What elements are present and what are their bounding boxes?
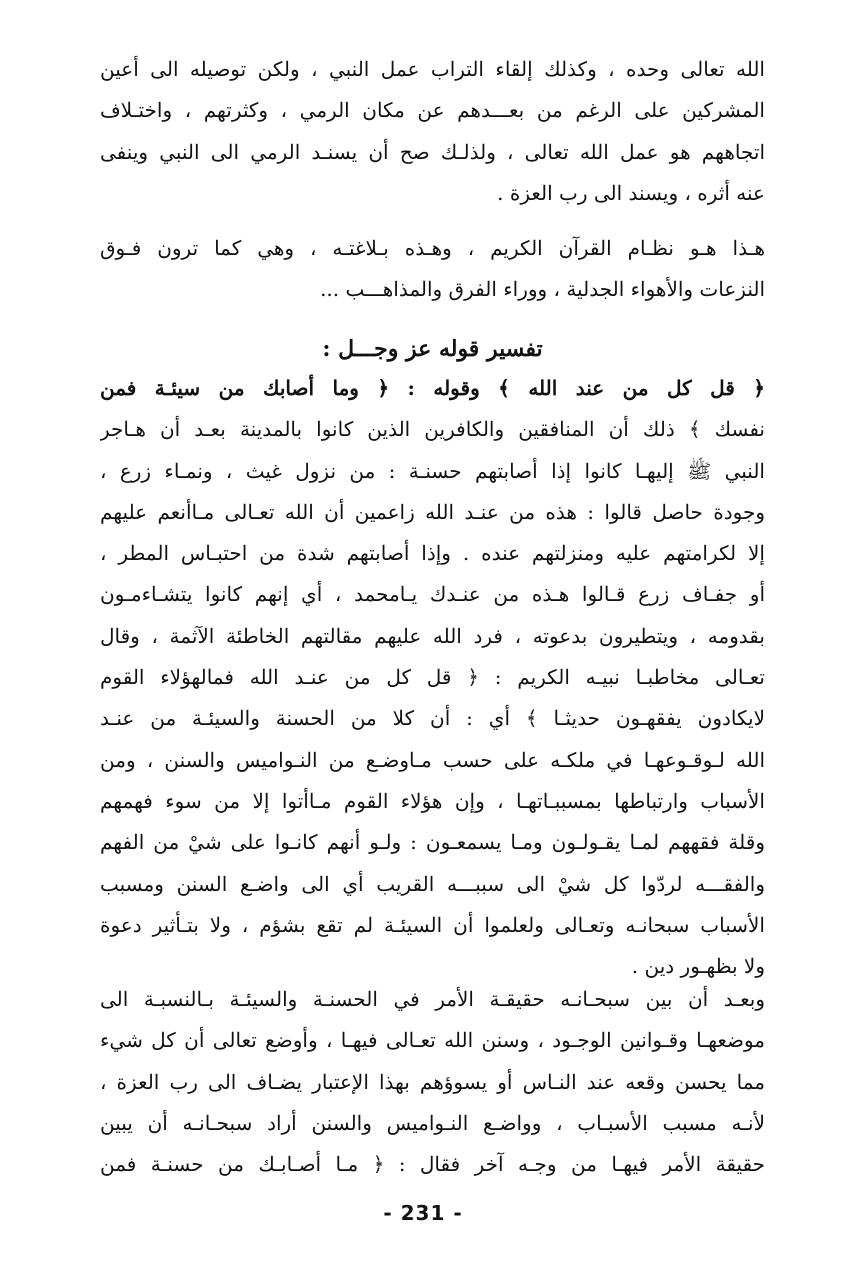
page-number: - 231 - — [383, 1201, 463, 1225]
text-line: مما يحسن وقعه عند النـاس أو يسوؤهم بهذا الإعتبار يضـاف الى رب العزة ، — [100, 1069, 765, 1094]
paragraph-1 — [100, 49, 765, 214]
text-line: هـذا هـو نظـام القرآن الكريم ، وهـذه بـلاغتـه ، وهي كما ترون فـوق — [100, 236, 765, 260]
text-line: وقلة فقههم لمـا يقـولـون ومـا يسمعـون : ولـو أنهم كانـوا على شيْ من الفهم — [100, 830, 765, 855]
paragraph-2 — [100, 228, 765, 311]
heading-title: تفسير قوله عز وجـــل : — [322, 336, 543, 362]
text-line: ﴿ قل كل من عند الله ﴾ وقوله : ﴿ وما أصابك من سيئـة فمن — [100, 376, 765, 400]
text-line: حقيقة الأمر فيهـا من وجـه آخر فقال : ﴿ مـا أصـابـك من حسنـة فمن — [100, 1152, 765, 1177]
text-line: ولا بظهـور دين . — [631, 954, 765, 979]
paragraph-3 — [100, 368, 765, 987]
text-line: إلا لكرامتهم عليه ومنزلتهم عنده . وإذا أصابتهم شدة من احتبـاس المطر ، — [100, 541, 765, 566]
text-line: والفقـــه لردّوا كل شيْ الى سببـــه القريب أي الى واضـع السنن ومسبب — [100, 871, 765, 896]
text-line: الله تعالى وحده ، وكذلك إلقاء التراب عمل النبي ، ولكن توصيله الى أعين — [100, 57, 765, 81]
text-line: موضعهـا وقـوانين الوجـود ، وسنن الله تعـالى فيهـا ، وأوضع تعالى أن كل شيء — [100, 1028, 765, 1053]
text-line: لأنـه مسبب الأسبـاب ، وواضـع النـواميس والسنن أراد سبحـانـه أن يبين — [100, 1110, 765, 1135]
text-line: نفسك ﴾ ذلك أن المنافقين والكافرين الذين كانوا بالمدينة بعـد أن هـاجر — [100, 417, 765, 442]
text-line: لايكادون يفقهـون حديثـا ﴾ أي : أن كلا من الحسنة والسيئـة من عنـد — [100, 706, 765, 731]
text-line: النزعات والأهواء الجدلية ، ووراء الفرق والمذاهـــب ... — [320, 277, 765, 302]
text-line: أو جفـاف زرع قـالوا هـذه من عنـدك يـامحمد ، أي إنهم كانوا يتشـاءمـون — [100, 582, 765, 607]
text-line: المشركين على الرغم من بعـــدهم عن مكان الرمي ، وكثرتهم ، واختـلاف — [100, 98, 765, 123]
text-line: وبعـد أن بين سبحـانـه حقيقـة الأمر في الحسنـة والسيئـة بـالنسبـة الى — [100, 987, 765, 1011]
paragraph-4 — [100, 979, 765, 1185]
text-line: تعـالى مخاطبـا نبيـه الكريم : ﴿ قل كل من عنـد الله فمالهؤلاء القوم — [100, 665, 765, 690]
text-line: اتجاههم هو عمل الله تعالى ، ولذلـك صح أن يسنـد الرمي الى النبي وينفى — [100, 139, 765, 164]
text-line: الأسباب سبحانـه وتعـالى ولعلموا أن السيئـة لم تقع بشؤم ، ولا بتـأثير دعوة — [100, 912, 765, 937]
section-heading — [100, 329, 765, 370]
text-line: الله لـوقـوعهـا في ملكـه على حسب مـاوضـع من النـواميس والسنن ، ومن — [100, 747, 765, 772]
text-line: وجودة حاصل قالوا : هذه من عنـد الله زاعمين أن الله تعـالى مـاأنعم عليهم — [100, 499, 765, 524]
text-line: عنه أثره ، ويسند الى رب العزة . — [497, 180, 765, 205]
text-line: الأسباب وارتباطها بمسببـاتهـا ، وإن هؤلاء القوم مـاأتوا إلا من سوء فهمهم — [100, 788, 765, 813]
text-line: النبي ﷺ إليهـا كانوا إذا أصابتهم حسنـة : من نزول غيث ، ونمـاء زرع ، — [100, 458, 765, 483]
text-line: بقدومه ، ويتطيرون بدعوته ، فرد الله عليهم مقالتهم الخاطئة الآثمة ، وقال — [100, 623, 765, 648]
